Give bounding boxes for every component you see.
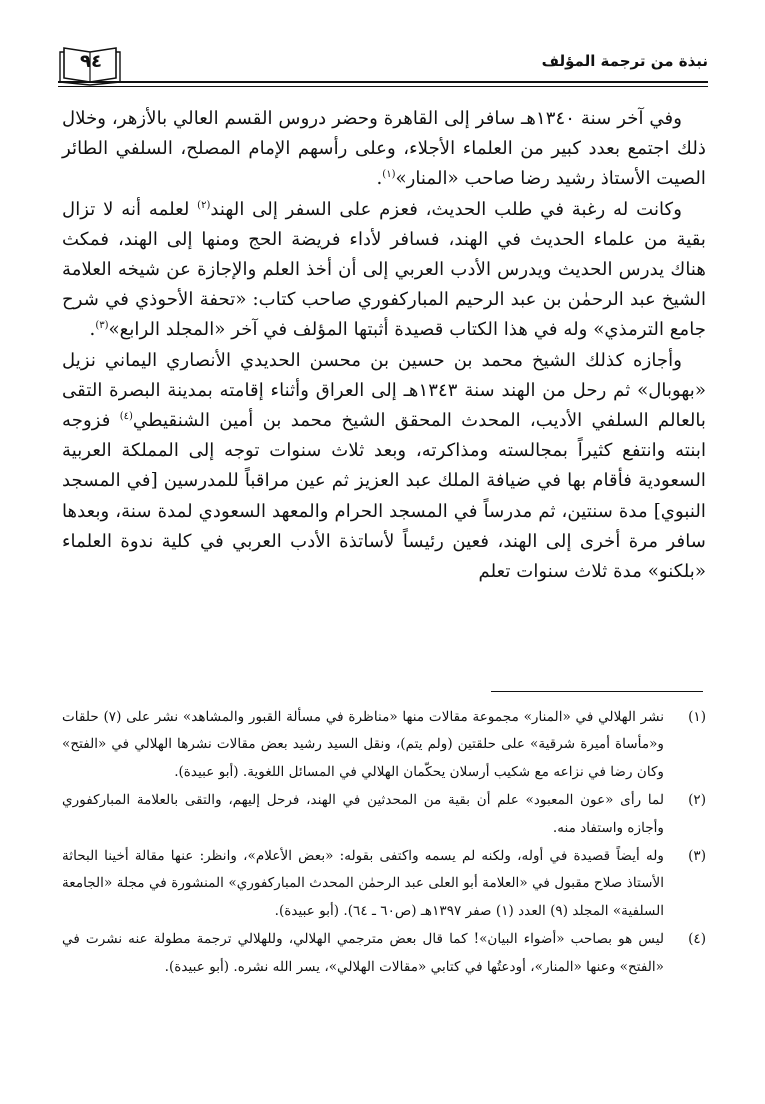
footnote-ref: (١) [382,169,396,181]
paragraph-text: . [376,168,383,190]
main-text [62,104,706,587]
paragraph [62,104,706,195]
footnote-text: لما رأى «عون المعبود» علم أن بقية من المحدثين في الهند، فرحل إليهم، والتقى بالعلامة المباركفوري وأجازه واستفاد منه. [62,792,664,836]
footnote [62,704,706,786]
footnote [62,843,706,925]
paragraph-text: وأجازه كذلك الشيخ محمد بن حسين بن محسن الحديدي الأنصاري اليماني نزيل «بهوبال» ثم رحل من الهند سنة ١٣٤٣هـ إلى العراق وأثناء إقامته بمدينة البصرة التقى بالعالم السلفي الأديب، المحدث المحقق الشيخ محمد بن أمين الشنقيطي [62,349,706,432]
paragraph-text: لعلمه أنه لا تزال بقية من علماء الحديث في الهند، فسافر لأداء فريضة الحج ومنها إلى الهند، فمكث هناك يدرس الحديث ويدرس الأدب العربي إلى أن أخذ العلم والإجازة عن شيخه العلامة الشيخ عبد الرحمٰن بن عبد الرحيم المباركفوري صاحب كتاب: «تحفة الأحوذي في شرح جامع الترمذي» وله في هذا الكتاب قصيدة أثبتها المؤلف في آخر «المجلد الرابع» [62,198,706,341]
footnote-text: نشر الهلالي في «المنار» مجموعة مقالات منها «مناظرة في مسألة القبور والمشاهد» نشر على (٧) حلقات و«مأساة أميرة شرقية» على حلقتين (ولم يتم)، ونقل السيد رشيد بعض مقالات نشرها الهلالي في «الفتح» وكان رضا في نزاعه مع شكيب أرسلان يحكّمان الهلالي في المسائل اللغوية. (أبو عبيدة). [62,709,665,780]
paragraph-text: . [89,319,96,341]
paragraph-text: فزوجه ابنته وانتفع كثيراً بمجالسته ومذاكرته، وبعد ثلاث سنوات توجه إلى المملكة العربية السعودية فأقام بها في ضيافة الملك عبد العزيز ثم عين مراقباً للمدرسين [في المسجد النبوي] مدة سنتين، ثم مدرساً في المسجد الحرام والمعهد السعودي لمدة سنة، وبعدها سافر مرة أخرى إلى الهند، فعين رئيساً لأساتذة الأدب العربي في كلية ندوة العلماء «بلكنو» مدة ثلاث سنوات تعلم [62,410,706,583]
footnote [62,787,706,842]
header-rule [58,81,708,83]
footnote-number: (٢) [688,792,706,809]
paragraph-text: وفي آخر سنة ١٣٤٠هـ سافر إلى القاهرة وحضر دروس القسم العالي بالأزهر، وخلال ذلك اجتمع بعدد كبير من العلماء الأجلاء، وعلى رأسهم الإمام المصلح، السلفي الطائر الصيت الأستاذ رشيد رضا صاحب «المنار» [62,108,706,190]
header-rule-thin [58,86,708,87]
footnote-text: وله أيضاً قصيدة في أوله، ولكنه لم يسمه واكتفى بقوله: «بعض الأعلام»، وانظر: عنها مقالة أخينا البحاثة الأستاذ صلاح مقبول في «العلامة أبو العلى عبد الرحمٰن المحدث المباركفوري» المنشورة في مجلة «الجامعة السلفية» المجلد (٩) العدد (١) صفر ١٣٩٧هـ (ص٦٠ ـ ٦٤). (أبو عبيدة). [62,848,664,919]
paragraph-text: وكانت له رغبة في طلب الحديث، فعزم على السفر إلى الهند [210,198,682,220]
footnote-number: (١) [688,709,706,725]
footnotes [62,704,706,982]
footnote-separator [491,691,703,692]
paragraph [62,346,706,588]
paragraph [62,195,706,346]
page-header [58,38,708,90]
footnote-ref: (٣) [95,320,109,332]
page-number: ٩٤ [80,51,102,72]
footnote-ref: (٤) [119,410,133,422]
footnote-number: (٤) [688,931,706,948]
footnote [62,926,706,981]
footnote-number: (٣) [688,848,706,865]
footnote-text: ليس هو بصاحب «أضواء البيان»! كما قال بعض مترجمي الهلالي، وللهلالي ترجمة مطولة عنه نشرت في «الفتح» وعنها «المنار»، أودعتُها في كتابي «مقالات الهلالي»، يسر الله نشره. (أبو عبيدة). [62,931,664,975]
running-title: نبذة من ترجمة المؤلف [541,52,708,70]
footnote-ref: (٢) [197,199,211,211]
